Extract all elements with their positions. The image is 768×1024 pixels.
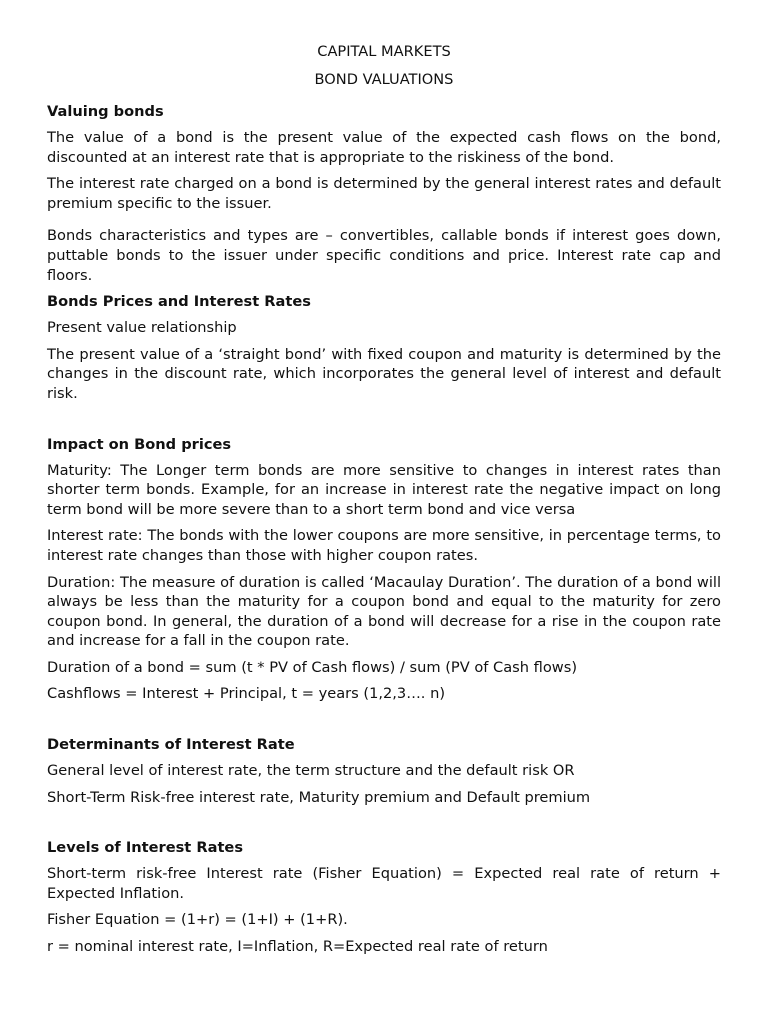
- paragraph: The present value of a ‘straight bond’ with fixed coupon and maturity is determined by the changes in the discount rate, which incorporates the general level of interest and default risk.: [47, 345, 721, 402]
- paragraph: Present value relationship: [47, 319, 237, 337]
- spacer: [47, 814, 721, 838]
- formula-duration: Duration of a bond = sum (t * PV of Cash flows) / sum (PV of Cash flows): [47, 658, 578, 676]
- spacer: [47, 711, 721, 735]
- heading-determinants: Determinants of Interest Rate: [47, 736, 295, 754]
- paragraph: Maturity: The Longer term bonds are more sensitive to changes in interest rates than shorter term bonds. Example, for an increase in interest rate the negative impact on long term bond will be more severe than to a short term bond and vice versa: [47, 461, 721, 518]
- paragraph: Bonds characteristics and types are – convertibles, callable bonds if interest goes down, puttable bonds to the issuer under specific conditions and price. Interest rate cap and floors.: [47, 227, 721, 284]
- paragraph: The value of a bond is the present value of the expected cash flows on the bond, discounted at an interest rate that is appropriate to the riskiness of the bond.: [47, 129, 721, 166]
- paragraph: Short-Term Risk-free interest rate, Maturity premium and Default premium: [47, 788, 591, 806]
- paragraph: General level of interest rate, the term structure and the default risk OR: [47, 762, 575, 780]
- paragraph: Interest rate: The bonds with the lower coupons are more sensitive, in percentage terms, to interest rate changes than those with higher coupon rates.: [47, 527, 721, 564]
- formula-fisher: Fisher Equation = (1+r) = (1+I) + (1+R).: [47, 911, 348, 929]
- heading-bond-prices: Bonds Prices and Interest Rates: [47, 293, 311, 311]
- document-title-line2: BOND VALUATIONS: [314, 71, 454, 88]
- section-bond-prices: [47, 292, 721, 403]
- spacer: [47, 411, 721, 435]
- paragraph: Duration: The measure of duration is called ‘Macaulay Duration’. The duration of a bond will always be less than the maturity for a coupon bond and equal to the maturity for zero coupon bond. In general, the duration of a bond will decrease for a rise in the coupon rate and increase for a fall in the coupon rate.: [47, 573, 721, 650]
- paragraph: r = nominal interest rate, I=Inflation, R=Expected real rate of return: [47, 938, 548, 956]
- section-impact-bond-prices: [47, 435, 721, 705]
- heading-levels: Levels of Interest Rates: [47, 839, 244, 857]
- paragraph: Short-term risk-free Interest rate (Fisher Equation) = Expected real rate of return + Expected Inflation.: [47, 865, 721, 902]
- document-title-line1: CAPITAL MARKETS: [317, 43, 451, 60]
- section-determinants: [47, 735, 721, 807]
- heading-impact-bond-prices: Impact on Bond prices: [47, 435, 232, 453]
- paragraph: The interest rate charged on a bond is determined by the general interest rates and default premium specific to the issuer.: [47, 175, 721, 212]
- section-valuing-bonds: [47, 102, 721, 285]
- formula-cashflows: Cashflows = Interest + Principal, t = years (1,2,3…. n): [47, 685, 446, 703]
- section-levels: [47, 838, 721, 956]
- heading-valuing-bonds: Valuing bonds: [47, 103, 164, 120]
